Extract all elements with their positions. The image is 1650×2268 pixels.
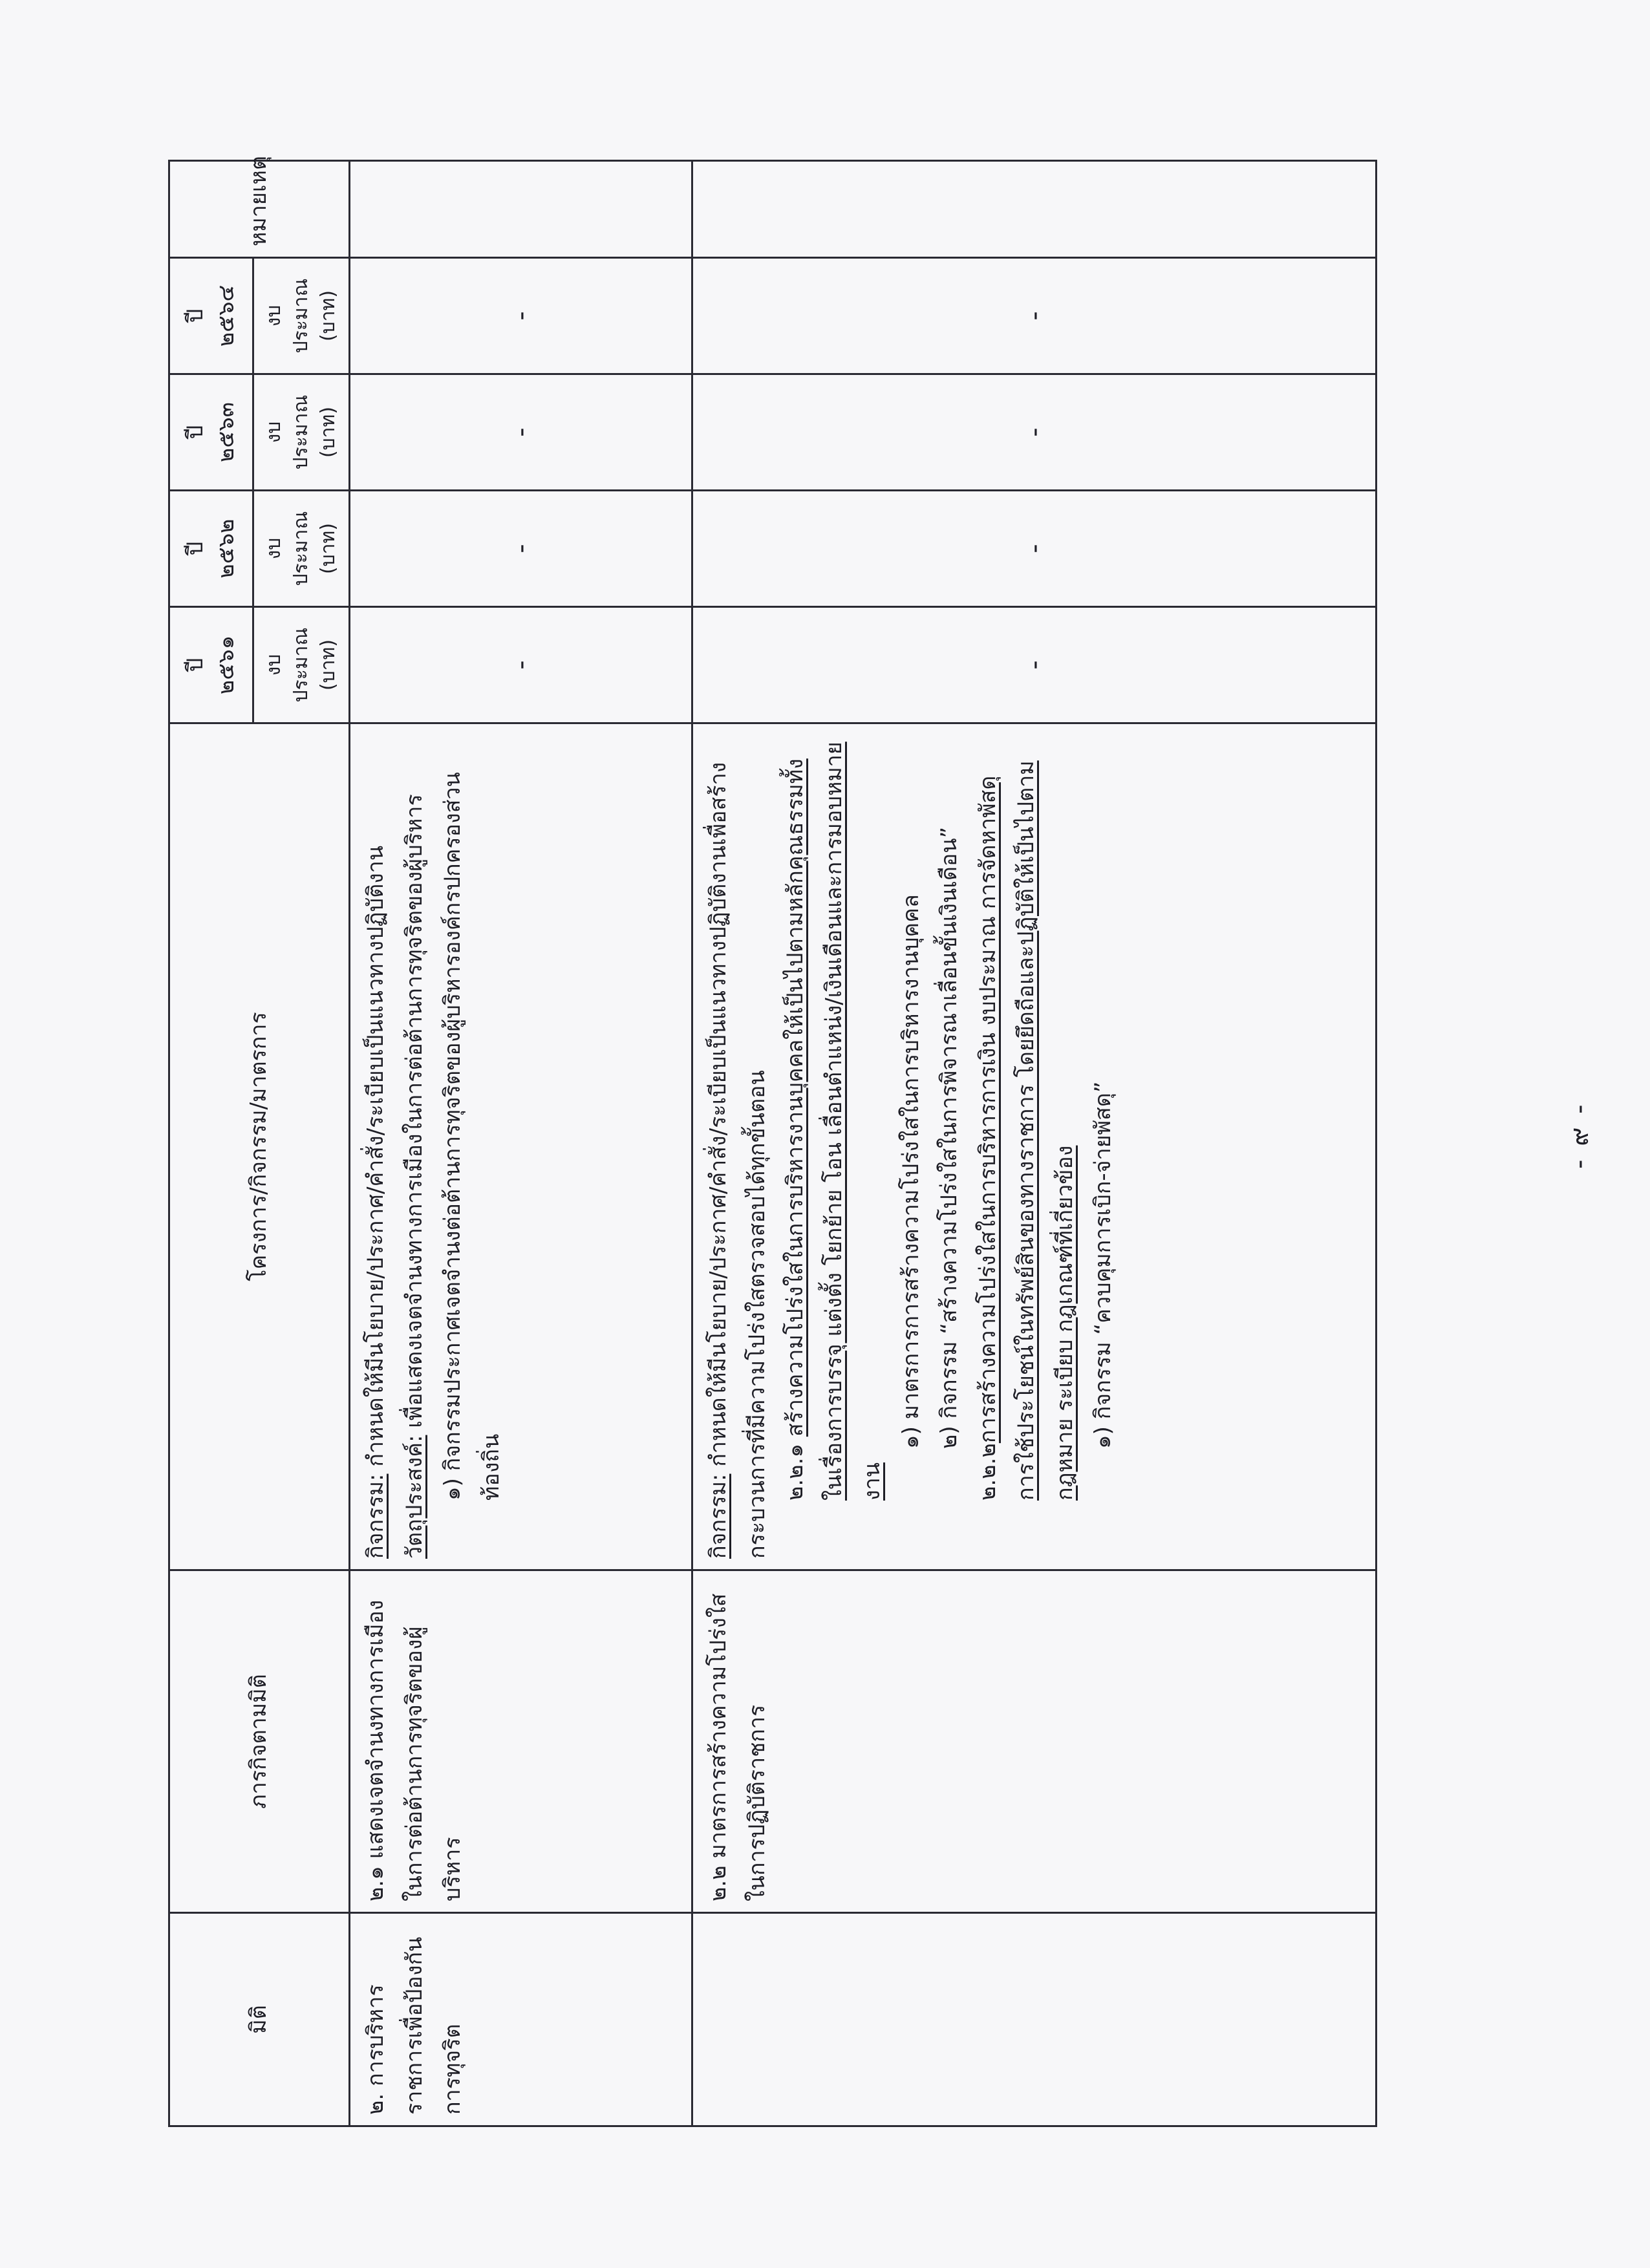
dimension-cell [692, 1913, 1377, 2126]
header-row [169, 161, 253, 2126]
budget-2564: - [350, 258, 692, 374]
header-dimension: มิติ [169, 1913, 350, 2126]
budget-2562: - [692, 491, 1377, 607]
remark-cell [350, 161, 692, 258]
project-line: ๑) กิจกรรมประกาศเจตจำนงต่อต้านการทุจริตของผู้บริหารองค์กรปกครองส่วนท้องถิ่น [440, 772, 504, 1501]
mission-cell: ๒.๑ แสดงเจตจำนงทางการเมืองในการต่อต้านการทุจริตของผู้บริหาร [350, 1570, 692, 1913]
project-cell [692, 723, 1377, 1570]
header-year-2561: ปี ๒๕๖๑ [169, 607, 253, 723]
project-line: ๒) กิจกรรม “สร้างความโปร่งใสในการพิจารณาเลื่อนขั้นเงินเดือน” [936, 826, 962, 1449]
page-number: - ๙ - [1565, 1102, 1594, 1169]
budget-2562: - [350, 491, 692, 607]
project-cell [350, 723, 692, 1570]
header-budget-2562: งบ ประมาณ (บาท) [253, 491, 350, 607]
project-line: ๒.๒.๑ สร้างความโปร่งใสในการบริหารงานบุคคลให้เป็นไปตามหลักคุณธรรมทั้งในเรื่องการบรรจุ แต่งตั้ง โยกย้าย โอน เลื่อนตำแหน่ง/เงินเดือนและการมอบหมายงาน [782, 742, 885, 1501]
remark-cell [692, 161, 1377, 258]
project-table [168, 156, 1377, 2127]
mission-cell: ๒.๒ มาตรการสร้างความโปร่งใสในการปฏิบัติราชการ [692, 1570, 1377, 1913]
header-budget-2564: งบ ประมาณ (บาท) [253, 258, 350, 374]
project-line: กิจกรรม: กำหนดให้มีนโยบาย/ประกาศ/คำสั่ง/ระเบียบเป็นแนวทางปฏิบัติงาน [363, 845, 389, 1559]
budget-2561: - [350, 607, 692, 723]
budget-2563: - [350, 374, 692, 491]
dimension-cell: ๒. การบริหารราชการเพื่อป้องกันการทุจริต [350, 1913, 692, 2126]
project-line: วัตถุประสงค์: เพื่อแสดงเจตจำนงทางการเมืองในการต่อต้านการทุจริตของผู้บริหาร [401, 794, 427, 1559]
header-year-2562: ปี ๒๕๖๒ [169, 491, 253, 607]
table-row [692, 161, 1377, 2126]
budget-2564: - [692, 258, 1377, 374]
table-row [350, 161, 692, 2126]
budget-2561: - [692, 607, 1377, 723]
budget-2563: - [692, 374, 1377, 491]
project-line: ๑) มาตรการการสร้างความโปร่งใสในการบริหารงานบุคคล [897, 894, 924, 1449]
project-line: ๑) กิจกรรม “ควบคุมการเบิก-จ่ายพัสดุ” [1090, 1081, 1116, 1449]
project-line: กิจกรรม: กำหนดให้มีนโยบาย/ประกาศ/คำสั่ง/ระเบียบเป็นแนวทางปฏิบัติงานเพื่อสร้างกระบวนการที่มีความโปร่งใสตรวจสอบได้ทุกขั้นตอน [705, 762, 770, 1559]
header-remark: หมายเหตุ [169, 161, 350, 258]
header-budget-2563: งบ ประมาณ (บาท) [253, 374, 350, 491]
header-year-2563: ปี ๒๕๖๓ [169, 374, 253, 491]
project-line: ๒.๒.๒การสร้างความโปร่งใสในการบริหารการเงิน งบประมาณ การจัดหาพัสดุ การใช้ประโยชน์ในทรัพย์สินของทางราชการ โดยยึดถือและปฏิบัติให้เป็นไปตามกฎหมาย ระเบียบ กฎเกณฑ์ที่เกี่ยวข้อง [974, 760, 1078, 1501]
header-budget-2561: งบ ประมาณ (บาท) [253, 607, 350, 723]
header-mission: ภารกิจตามมิติ [169, 1570, 350, 1913]
header-year-2564: ปี ๒๕๖๔ [169, 258, 253, 374]
header-project: โครงการ/กิจกรรม/มาตรการ [169, 723, 350, 1570]
